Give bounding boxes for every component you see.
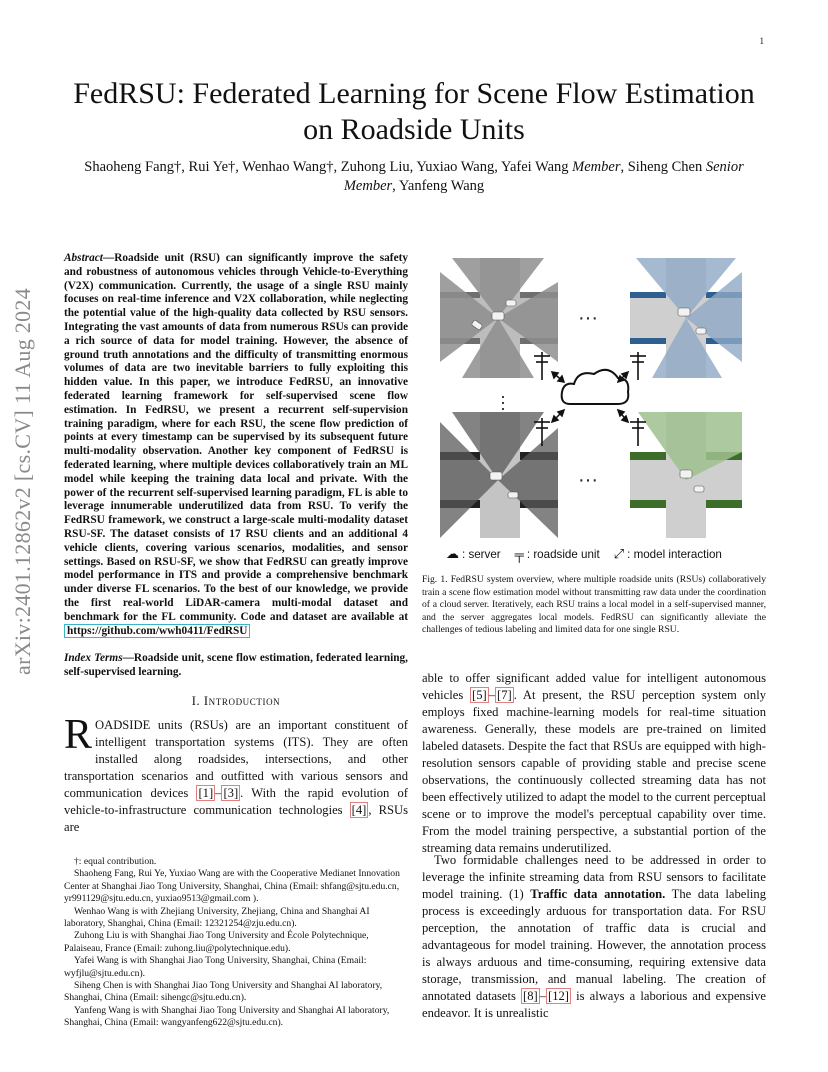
authors-mid: , Siheng Chen <box>620 159 706 175</box>
footnote: Shaoheng Fang, Rui Ye, Yuxiao Wang are with the Cooperative Medianet Innovation Center at Shanghai Jiao Tong University, Shanghai, China (Email: shfang@sjtu.edu.cn, yr991129@sjtu.edu.cn, yuxiao9513@gmail.com ). <box>64 868 400 905</box>
legend-server-label: : server <box>462 547 501 561</box>
body-paragraph <box>422 852 766 1022</box>
abstract-label: Abstract <box>64 252 103 264</box>
index-terms-label: Index Terms <box>64 652 123 665</box>
page-number: 1 <box>759 36 764 46</box>
authors-main: Shaoheng Fang†, Rui Ye†, Wenhao Wang†, Zuhong Liu, Yuxiao Wang, Yafei Wang <box>84 159 573 175</box>
legend-rsu <box>515 547 600 562</box>
para1-text-b: . At present, the RSU perception system only employs fixed machine-learning models for real-time situation awareness. Generally, these models are pre-trained on limited labeled datasets. Despite the fact that RSUs are equipped with high-resolution sensors capable of providing stable and precise scene observations, the continuously collected streaming data has not been effectively utilized to adapt the model to the current perceptual scene or to improve the model's perceptual capability over time. From the model training perspective, a substantial portion of the streaming data remains underutilized. <box>422 688 766 855</box>
server-cloud-icon <box>562 370 629 404</box>
para2-bold: Traffic data annotation. <box>530 887 666 901</box>
author-member-1: Member <box>572 159 621 175</box>
cloud-icon: ☁ <box>446 546 459 561</box>
arxiv-stamp: arXiv:2401.12862v2 [cs.CV] 11 Aug 2024 <box>10 287 35 675</box>
author-list <box>60 158 768 196</box>
para2-text-c: is always a laborious and expensive endeavor. It is unrealistic <box>422 989 766 1020</box>
citation-link[interactable]: [8] <box>523 989 538 1003</box>
system-overview-figure <box>432 252 756 566</box>
footnotes <box>64 856 408 1030</box>
intro-text-b: . With the rapid evolution of vehicle-to-infrastructure communication technologies <box>64 785 408 817</box>
footnote: Yanfeng Wang is with Shanghai Jiao Tong University and Shanghai AI laboratory, Shanghai, China (Email: wangyanfeng622@sjtu.edu.cn). <box>64 1004 390 1029</box>
citation-dash: – <box>539 989 547 1003</box>
legend-interaction-label: : model interaction <box>627 547 722 561</box>
legend-rsu-label: : roadside unit <box>526 547 600 561</box>
bidirectional-arrow-icon: ⤢ <box>613 546 625 561</box>
intro-paragraph <box>64 711 408 836</box>
para1-text-a: able to offer significant added value for intelligent autonomous vehicles <box>422 671 766 702</box>
citation-dash: – <box>215 785 222 800</box>
legend-interaction <box>614 546 722 562</box>
legend-server <box>446 546 501 562</box>
citation-link[interactable]: [3] <box>223 785 239 800</box>
para2-text-b: The data labeling process is exceedingly arduous for transportation data. For RSU perception, the annotation of traffic data is crucial and advantageous for model training. However, the annotation process is always arduous and time-consuming, requiring extensive data storage, transmission, and manual labeling. The creation of annotated datasets <box>422 887 766 1003</box>
citation-link[interactable]: [12] <box>548 989 569 1003</box>
para2-text-a: Two formidable challenges need to be addressed in order to leverage the infinite streaming data from RSU sensors to facilitate model training. (1) <box>422 853 766 901</box>
footnote: †: equal contribution. <box>74 855 157 867</box>
index-terms-text: —Roadside unit, scene flow estimation, federated learning, self-supervised learning. <box>64 652 409 679</box>
footnote: Siheng Chen is with Shanghai Jiao Tong University and Shanghai AI laboratory, Shanghai, China (Email: sihengc@sjtu.edu.cn). <box>64 979 383 1004</box>
author-member-2: Senior <box>705 159 744 175</box>
citation-link[interactable]: [4] <box>351 802 367 817</box>
footnote: Yafei Wang is with Shanghai Jiao Tong University, Shanghai, China (Email: wyfjlu@sjtu.edu.cn). <box>64 955 367 979</box>
index-terms <box>64 652 408 680</box>
code-link[interactable]: https://github.com/wwh0411/FedRSU <box>64 624 250 638</box>
dropcap: R <box>64 711 93 758</box>
citation-link[interactable]: [1] <box>198 785 214 800</box>
paper-title: FedRSU: Federated Learning for Scene Flow Estimation on Roadside Units <box>73 77 755 146</box>
body-paragraph <box>422 670 766 857</box>
rsu-intersection-green <box>630 412 742 538</box>
rsu-intersection-blue <box>630 258 742 378</box>
first-word: OADSIDE <box>95 717 151 732</box>
left-column <box>64 252 408 1030</box>
ellipsis-top: ··· <box>578 307 598 329</box>
section-heading: I. Introduction <box>191 693 281 708</box>
rsu-intersection-black <box>440 412 558 538</box>
author-member-3: Member <box>343 178 393 194</box>
footnote: Wenhao Wang is with Zhejiang University, Zhejiang, China and Shanghai AI laboratory, Shanghai, China (Email: 12321254@zju.edu.cn). <box>64 905 370 929</box>
ellipsis-vertical: ··· <box>494 394 514 412</box>
citation-link[interactable]: [5] <box>472 688 487 702</box>
intro-text-a: units (RSUs) are an important constituent of intelligent transportation systems (ITS). They are often installed along roadsides, intersections, and other transportation scenarios and outfitted with various sensors and communication devices <box>64 717 408 800</box>
figure-diagram <box>432 252 756 546</box>
footnote: Zuhong Liu is with Shanghai Jiao Tong University and École Polytechnique, Palaiseau, France (Email: zuhong.liu@polytechnique.edu). <box>64 930 369 954</box>
roadside-unit-icon: ╤ <box>514 546 524 562</box>
citation-link[interactable]: [7] <box>497 688 512 702</box>
authors-last: , Yanfeng Wang <box>392 178 485 194</box>
figure-legend <box>446 546 746 562</box>
figure-caption: Fig. 1. FedRSU system overview, where multiple roadside units (RSUs) collaboratively train a scene flow estimation model without transmitting raw data under the coordination of a cloud server. Iteratively, each RSU trains a local model in a self-supervised manner, and the server aggregates local models. FedRSU can significantly alleviate the challenges of tedious labeling and limited data for one single RSU. <box>422 574 766 636</box>
intro-text-c: , RSUs are <box>64 802 408 834</box>
abstract <box>64 252 408 638</box>
citation-dash: – <box>488 688 496 702</box>
rsu-intersection-grey <box>440 258 558 378</box>
abstract-text: —Roadside unit (RSU) can significantly improve the safety and robustness of autonomous vehicles through Vehicle-to-Everything (V2X) communication. Currently, the usage of a single RSU mainly focuses on real-time inference and V2X collaboration, while neglecting the potential value of the high-quality data collected by RSU sensors. Integrating the vast amounts of data from numerous RSUs can provide a rich source of data for model training. However, the absence of ground truth annotations and the difficulty of transmitting enormous volumes of data are two inevitable barriers to fully exploiting this hidden value. In this paper, we introduce FedRSU, an innovative federated learning framework for self-supervised scene flow estimation. In FedRSU, we present a recurrent self-supervision training paradigm, where for each RSU, the scene flow prediction of points at every timestamp can be supervised by its subsequent future multi-modality observation. Another key component of FedRSU is federated learning, where multiple devices collaboratively train an ML model while keeping the training data local and private. With the power of the recurrent self-supervised learning paradigm, FL is able to leverage innumerable underutilized data from RSU. To verify the FedRSU framework, we construct a large-scale multi-modality dataset RSU-SF. The dataset consists of 17 RSU clients and an additional 4 vehicle clients, covering various scenarios, modalities, and sensor settings. Based on RSU-SF, we show that FedRSU can greatly improve model performance in ITS and provide a comprehensive benchmark under diverse FL scenarios. To the best of our knowledge, we provide the first real-world LiDAR-camera multi-modal dataset and benchmark for the FL community. Code and dataset are available at <box>64 252 408 623</box>
ellipsis-bottom: ··· <box>578 469 598 491</box>
